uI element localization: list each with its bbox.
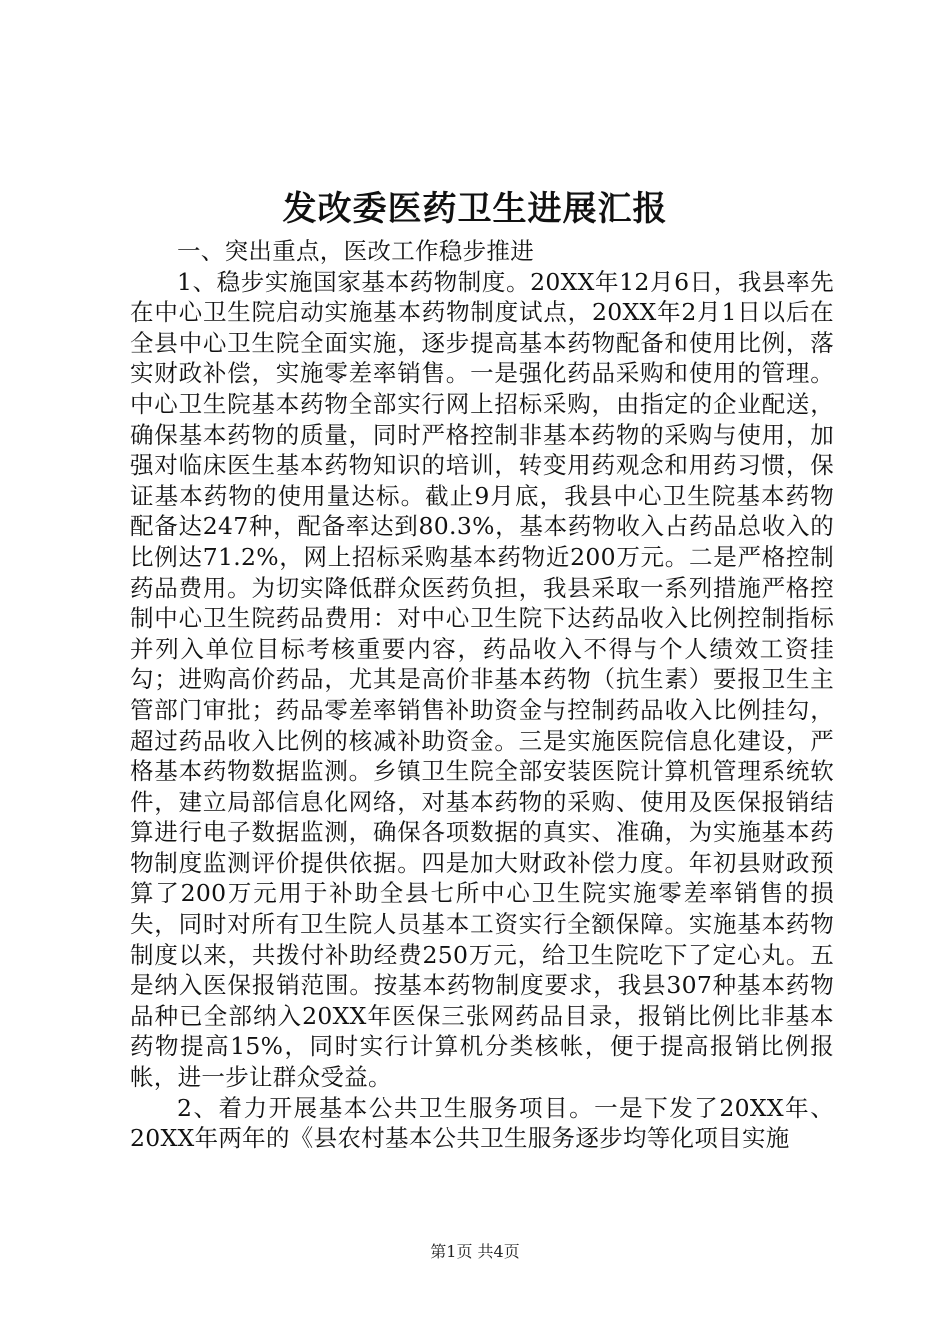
body-paragraph: 1、稳步实施国家基本药物制度。20XX年12月6日，我县率先在中心卫生院启动实施基本药物制度试点，20XX年2月1日以后在全县中心卫生院全面实施，逐步提高基本药物配备和使用比例，落实财政补偿，实施零差率销售。一是强化药品采购和使用的管理。中心卫生院基本药物全部实行网上招标采购，由指定的企业配送，确保基本药物的质量，同时严格控制非基本药物的采购与使用，加强对临床医生基本药物知识的培训，转变用药观念和用药习惯，保证基本药物的使用量达标。截止9月底，我县中心卫生院基本药物配备达247种，配备率达到80.3%，基本药物收入占药品总收入的比例达71.2%，网上招标采购基本药物近200万元。二是严格控制药品费用。为切实降低群众医药负担，我县采取一系列措施严格控制中心卫生院药品费用：对中心卫生院下达药品收入比例控制指标并列入单位目标考核重要内容，药品收入不得与个人绩效工资挂勾；进购高价药品，尤其是高价非基本药物（抗生素）要报卫生主管部门审批；药品零差率销售补助资金与控制药品收入比例挂勾，超过药品收入比例的核减补助资金。三是实施医院信息化建设，严格基本药物数据监测。乡镇卫生院全部安装医院计算机管理系统软件，建立局部信息化网络，对基本药物的采购、使用及医保报销结算进行电子数据监测，确保各项数据的真实、准确，为实施基本药物制度监测评价提供依据。四是加大财政补偿力度。年初县财政预算了200万元用于补助全县七所中心卫生院实施零差率销售的损失，同时对所有卫生院人员基本工资实行全额保障。实施基本药物制度以来，共拨付补助经费250万元，给卫生院吃下了定心丸。五是纳入医保报销范围。按基本药物制度要求，我县307种基本药物品种已全部纳入20XX年医保三张网药品目录，报销比例比非基本药物提高15%，同时实行计算机分类核帐，便于提高报销比例报帐，进一步让群众受益。 [130, 267, 834, 1092]
section-heading: 一、突出重点，医改工作稳步推进 [177, 237, 534, 265]
document-body [130, 236, 834, 1154]
document-title: 发改委医药卫生进展汇报 [282, 189, 668, 229]
page-number-footer: 第1页 共4页 [430, 1242, 520, 1261]
body-paragraph: 2、着力开展基本公共卫生服务项目。一是下发了20XX年、20XX年两年的《县农村基本公共卫生服务逐步均等化项目实施 [130, 1093, 834, 1153]
